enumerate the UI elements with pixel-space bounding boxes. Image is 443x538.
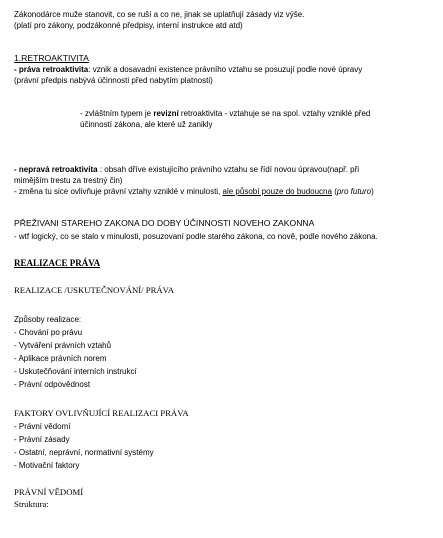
methods-item: - Právní odpovědnost [14,380,91,389]
intro-line-1: Zákonodárce muže stanovit, co se ruší a co ne, jinak se uplatňují zásady viz výše. [14,10,305,19]
factors-item: - Právní zásady [14,435,70,444]
revision-retroactivity-line-1 [14,108,370,119]
true-retroactivity-text: : vznik a dosavadní existence právního vztahu se posuzují podle nové úpravy [88,65,363,74]
true-retroactivity-line-1 [14,64,362,75]
revision-retroactivity-line-2: účinností zákona, ale které už zanikly [80,120,213,129]
methods-item: - Uskutečňování interních instrukcí [14,367,137,376]
methods-item: - Vytváření právních vztahů [14,341,112,350]
change-note-open: ( [331,187,337,196]
true-retroactivity-label: - práva retroaktivita [14,65,89,74]
survival-text: - wtf logický, co se stalo v minulosti, posuzovaní podle starého zákona, co nově, podle nového zákona. [14,232,378,241]
survival-heading: PŘEŽIVANI STAREHO ZAKONA DO DOBY ÚČINNOSTI NOVEHO ZAKONNA [14,218,315,228]
factors-item: - Právní vědomí [14,422,71,431]
methods-item: - Chování po právu [14,328,83,337]
false-retroactivity-label: - nepravá retroaktivita [14,165,98,174]
change-note-close: ) [371,187,374,196]
factors-item: - Motivační faktory [14,461,80,470]
false-retroactivity-line-1 [14,164,359,175]
factors-item: - Ostatní, neprávní, normativní systémy [14,448,154,457]
revision-term: revizní [153,109,179,118]
change-note-italic: pro futuro [336,187,372,196]
change-note-pre: - změna tu sice ovlivňuje právní vztahy vzniklé v minulosti, [14,187,223,196]
revision-pre: - zvláštním typem je [80,109,154,118]
methods-heading: Způsoby realizace: [14,315,82,324]
methods-item: - Aplikace právních norem [14,354,107,363]
revision-post: retroaktivita - vztahuje se na spol. vztahy vzniklé před [178,109,371,118]
false-retroactivity-text: : obsah dříve existujícího právního vztahu se řídí novou úpravou(např. při [97,165,360,174]
realization-subtitle: REALIZACE /USKUTEČNOVÁNÍ/ PRÁVA [14,285,175,295]
structure-label: Struktura: [14,499,49,509]
change-note-underlined: ale působí pouze do budoucna [222,187,332,196]
factors-heading: FAKTORY OVLIVŇUJÍCÍ REALIZACI PRÁVA [14,408,189,418]
legal-awareness-heading: PRÁVNÍ VĚDOMÍ [14,487,84,497]
intro-line-2: (platí pro zákony, podzákonné předpisy, interní instrukce atd atd) [14,21,243,30]
realization-title: REALIZACE PRÁVA [14,258,101,268]
false-retroactivity-line-2: mimějším trestu za trestný čin) [14,176,123,185]
retroactivity-heading: 1.RETROAKTIVITA [14,53,89,63]
true-retroactivity-line-2: (právní předpis nabývá účinnosti před nabytím platnosti) [14,76,213,85]
change-note-line [14,186,374,197]
